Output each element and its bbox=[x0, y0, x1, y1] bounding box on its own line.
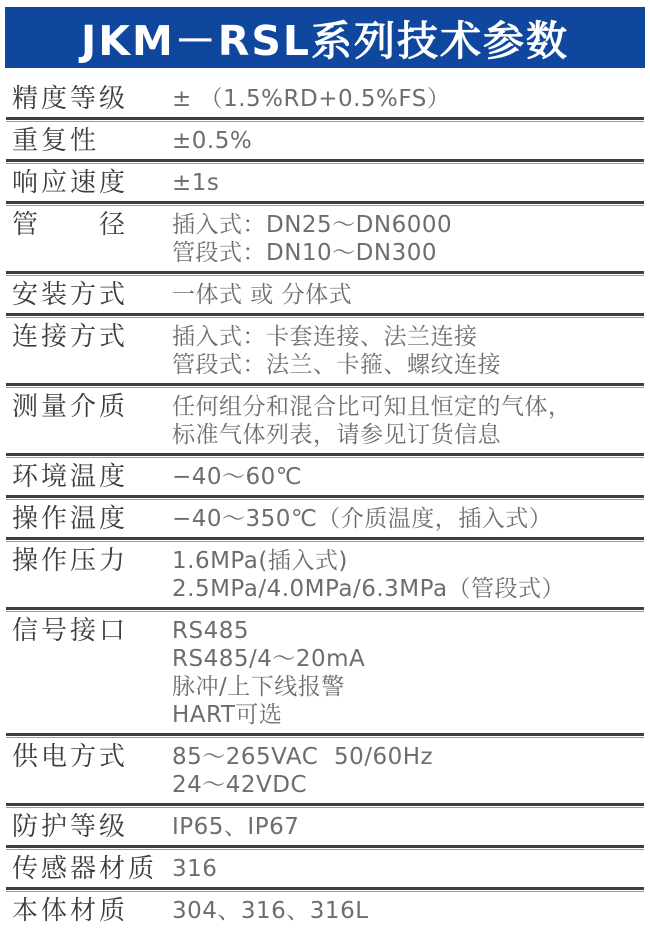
spec-value bbox=[172, 617, 645, 729]
spec-label: 测量介质 bbox=[12, 392, 129, 422]
spec-row bbox=[5, 164, 645, 201]
spec-label: 供电方式 bbox=[12, 742, 129, 772]
spec-value-line: 插入式：卡套连接、法兰连接 bbox=[172, 324, 478, 350]
spec-row bbox=[5, 80, 645, 117]
spec-row bbox=[5, 808, 645, 845]
spec-value bbox=[172, 85, 645, 113]
spec-label: 安装方式 bbox=[12, 280, 129, 310]
page-title: JKM－RSL系列技术参数 bbox=[80, 17, 570, 65]
spec-value bbox=[172, 743, 645, 799]
spec-value-line: 304、316、316L bbox=[172, 898, 369, 924]
spec-value bbox=[172, 281, 645, 309]
spec-label: 响应速度 bbox=[12, 168, 129, 198]
spec-row bbox=[5, 892, 645, 928]
spec-value bbox=[172, 463, 645, 491]
spec-value-line: 插入式：DN25～DN6000 bbox=[172, 212, 453, 238]
spec-value-line: IP65、IP67 bbox=[172, 814, 300, 840]
spec-value bbox=[172, 127, 645, 155]
spec-row bbox=[5, 850, 645, 887]
spec-value bbox=[172, 169, 645, 197]
spec-value bbox=[172, 211, 645, 267]
spec-value bbox=[172, 505, 645, 533]
spec-row bbox=[5, 612, 645, 733]
spec-value-line: RS485/4～20mA bbox=[172, 646, 366, 672]
spec-row bbox=[5, 318, 645, 383]
spec-value-line: 85～265VAC 50/60Hz bbox=[172, 744, 434, 770]
spec-value bbox=[172, 547, 645, 603]
spec-value-line: 316 bbox=[172, 856, 218, 882]
spec-value-line: ±0.5% bbox=[172, 128, 253, 154]
spec-table bbox=[5, 80, 645, 928]
spec-label: 重复性 bbox=[12, 126, 100, 156]
spec-label: 精度等级 bbox=[12, 84, 129, 114]
spec-row bbox=[5, 276, 645, 313]
spec-row bbox=[5, 458, 645, 495]
spec-row bbox=[5, 500, 645, 537]
spec-label: 环境温度 bbox=[12, 462, 129, 492]
spec-value bbox=[172, 323, 645, 379]
spec-label: 防护等级 bbox=[12, 812, 129, 842]
spec-label: 操作温度 bbox=[12, 504, 129, 534]
spec-value-line: 任何组分和混合比可知且恒定的气体， bbox=[172, 394, 572, 420]
spec-value-line: 一体式 或 分体式 bbox=[172, 282, 353, 308]
spec-value-line: 脉冲/上下线报警 bbox=[172, 674, 345, 700]
spec-row bbox=[5, 206, 645, 271]
title-banner bbox=[5, 7, 645, 68]
spec-value-line: ±1s bbox=[172, 170, 220, 196]
spec-row bbox=[5, 388, 645, 453]
spec-value-line: 管段式：法兰、卡箍、螺纹连接 bbox=[172, 352, 501, 378]
spec-value-line: HART可选 bbox=[172, 702, 283, 728]
spec-value bbox=[172, 897, 645, 925]
spec-value-line: ± （1.5%RD+0.5%FS） bbox=[172, 86, 451, 112]
spec-label: 管 径 bbox=[12, 210, 129, 240]
spec-value-line: 1.6MPa(插入式) bbox=[172, 548, 348, 574]
spec-value bbox=[172, 813, 645, 841]
spec-label: 信号接口 bbox=[12, 616, 129, 646]
spec-value bbox=[172, 855, 645, 883]
spec-row bbox=[5, 122, 645, 159]
spec-label: 连接方式 bbox=[12, 322, 129, 352]
spec-value-line: 24～42VDC bbox=[172, 772, 308, 798]
spec-row bbox=[5, 542, 645, 607]
spec-value-line: 2.5MPa/4.0MPa/6.3MPa（管段式） bbox=[172, 576, 566, 602]
spec-value-line: 标准气体列表，请参见订货信息 bbox=[172, 422, 501, 448]
spec-label: 操作压力 bbox=[12, 546, 129, 576]
spec-value-line: RS485 bbox=[172, 618, 249, 644]
spec-value-line: −40～350℃（介质温度，插入式） bbox=[172, 506, 553, 532]
spec-value bbox=[172, 393, 645, 449]
spec-value-line: −40～60℃ bbox=[172, 464, 303, 490]
spec-label: 传感器材质 bbox=[12, 854, 158, 884]
spec-label: 本体材质 bbox=[12, 896, 129, 926]
spec-row bbox=[5, 738, 645, 803]
spec-value-line: 管段式：DN10～DN300 bbox=[172, 240, 437, 266]
